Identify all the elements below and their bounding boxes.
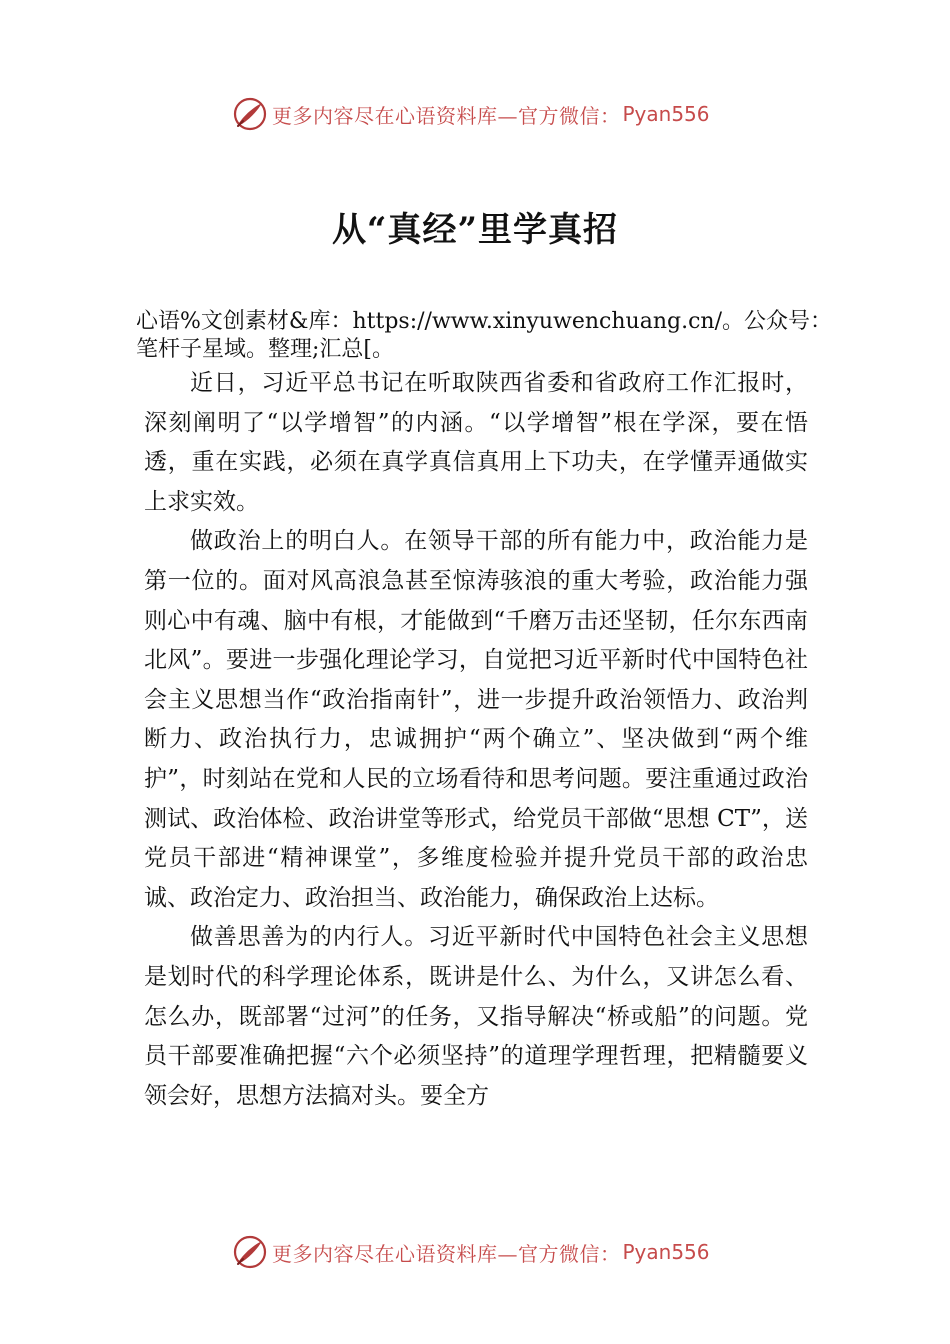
- footer-watermark-text: 更多内容尽在心语资料库—官方微信：: [272, 1241, 621, 1266]
- pen-logo-icon: [232, 1234, 268, 1270]
- footer-watermark: [232, 1234, 710, 1270]
- pen-logo-icon: [232, 96, 268, 132]
- source-line: 心语%文创素材&库：https://www.xinyuwenchuang.cn/。公众号：笔杆子星域。整理;汇总[。: [136, 309, 832, 362]
- header-watermark-id: Pyan556: [622, 102, 710, 126]
- paragraph: 做善思善为的内行人。习近平新时代中国特色社会主义思想是划时代的科学理论体系，既讲是什么、为什么，又讲怎么看、怎么办，既部署“过河”的任务，又指导解决“桥或船”的问题。党员干部要准确把握“六个必须坚持”的道理学理哲理，把精髓要义领会好，思想方法搞对头。要全方: [144, 924, 808, 1109]
- document-body: [144, 364, 808, 1116]
- paragraph: 近日，习近平总书记在听取陕西省委和省政府工作汇报时，深刻阐明了“以学增智”的内涵。“以学增智”根在学深，要在悟透，重在实践，必须在真学真信真用上下功夫，在学懂弄通做实上求实效。: [144, 370, 808, 515]
- footer-watermark-id: Pyan556: [622, 1240, 710, 1264]
- paragraph: 做政治上的明白人。在领导干部的所有能力中，政治能力是第一位的。面对风高浪急甚至惊涛骇浪的重大考验，政治能力强则心中有魂、脑中有根，才能做到“千磨万击还坚韧，任尔东西南北风”。要进一步强化理论学习，自觉把习近平新时代中国特色社会主义思想当作“政治指南针”，进一步提升政治领悟力、政治判断力、政治执行力，忠诚拥护“两个确立”、坚决做到“两个维护”，时刻站在党和人民的立场看待和思考问题。要注重通过政治测试、政治体检、政治讲堂等形式，给党员干部做“思想 CT”，送党员干部进“精神课堂”，多维度检验并提升党员干部的政治忠诚、政治定力、政治担当、政治能力，确保政治上达标。: [144, 528, 808, 911]
- header-watermark-text: 更多内容尽在心语资料库—官方微信：: [272, 103, 621, 128]
- header-watermark: [232, 96, 710, 132]
- document-title: 从“真经”里学真招: [331, 210, 619, 250]
